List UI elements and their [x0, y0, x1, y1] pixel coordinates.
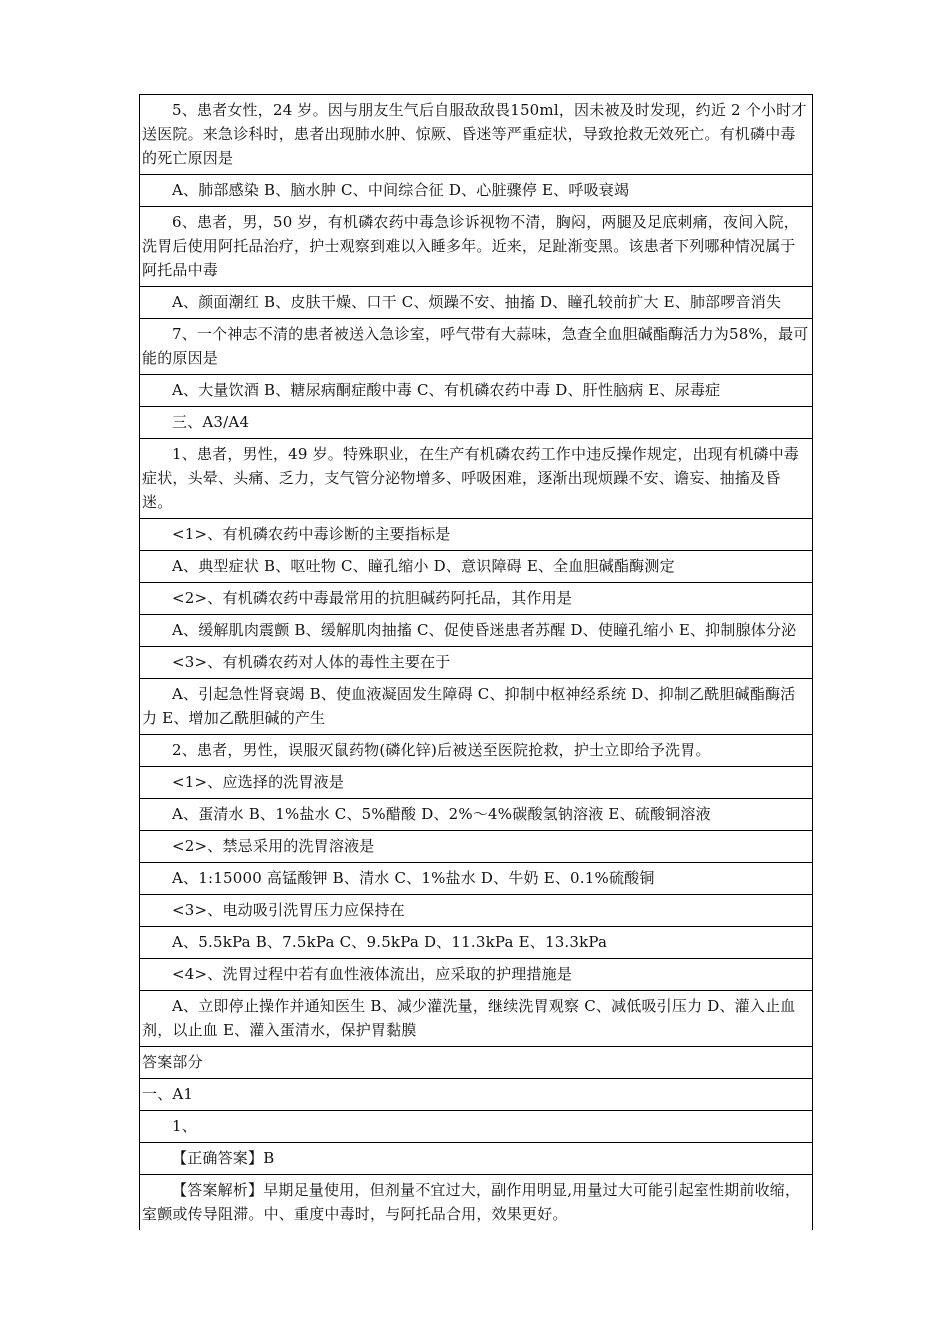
answer-item-1: 1、 [140, 1111, 812, 1143]
question-6: 6、患者，男，50 岁，有机磷农药中毒急诊诉视物不清，胸闷，两腿及足底刺痛，夜间入院，洗胃后使用阿托品治疗，护士观察到难以入睡多年。近来，足趾渐变黑。该患者下列哪种情况属于阿托品中毒 [140, 207, 812, 287]
section-heading-a3a4: 三、A3/A4 [140, 407, 812, 439]
answer-section-heading: 答案部分 [140, 1047, 812, 1079]
options-5: A、肺部感染 B、脑水肿 C、中间综合征 D、心脏骤停 E、呼吸衰竭 [140, 175, 812, 207]
answer-explanation: 【答案解析】早期足量使用，但剂量不宜过大，副作用明显,用量过大可能引起室性期前收缩，室颤或传导阻滞。中、重度中毒时，与阿托品合用，效果更好。 [142, 1181, 801, 1223]
case-2-subquestion-4: <4>、洗胃过程中若有血性液体流出，应采取的护理措施是 [140, 959, 812, 991]
case-2-subquestion-1: <1>、应选择的洗胃液是 [140, 767, 812, 799]
question-5: 5、患者女性，24 岁。因与朋友生气后自服敌敌畏150ml，因未被及时发现，约近 2 个小时才送医院。来急诊科时，患者出现肺水肿、惊厥、昏迷等严重症状，导致抢救无效死亡。有机磷中毒的死亡原因是 [140, 95, 812, 175]
case-1-subquestion-3: <3>、有机磷农药对人体的毒性主要在于 [140, 647, 812, 679]
case-1-options-1: A、典型症状 B、呕吐物 C、瞳孔缩小 D、意识障碍 E、全血胆碱酯酶测定 [140, 551, 812, 583]
case-2-options-1: A、蛋清水 B、1%盐水 C、5%醋酸 D、2%～4%碳酸氢钠溶液 E、硫酸铜溶液 [140, 799, 812, 831]
case-1-subquestion-2: <2>、有机磷农药中毒最常用的抗胆碱药阿托品，其作用是 [140, 583, 812, 615]
case-1-options-3: A、引起急性肾衰竭 B、使血液凝固发生障碍 C、抑制中枢神经系统 D、抑制乙酰胆碱酯酶活力 E、增加乙酰胆碱的产生 [140, 679, 812, 735]
answer-subsection-a1: 一、A1 [140, 1079, 812, 1111]
case-2-subquestion-2: <2>、禁忌采用的洗胃溶液是 [140, 831, 812, 863]
case-1-subquestion-1: <1>、有机磷农药中毒诊断的主要指标是 [140, 519, 812, 551]
case-2-subquestion-3: <3>、电动吸引洗胃压力应保持在 [140, 895, 812, 927]
case-1-options-2: A、缓解肌肉震颤 B、缓解肌肉抽搐 C、促使昏迷患者苏醒 D、使瞳孔缩小 E、抑制腺体分泌 [140, 615, 812, 647]
question-7: 7、一个神志不清的患者被送入急诊室，呼气带有大蒜味，急查全血胆碱酯酶活力为58%，最可能的原因是 [140, 319, 812, 375]
options-6: A、颜面潮红 B、皮肤干燥、口干 C、烦躁不安、抽搐 D、瞳孔较前扩大 E、肺部啰音消失 [140, 287, 812, 319]
question-table [139, 94, 813, 1230]
case-2-options-4: A、立即停止操作并通知医生 B、减少灌洗量，继续洗胃观察 C、减低吸引压力 D、灌入止血剂，以止血 E、灌入蛋清水，保护胃黏膜 [140, 991, 812, 1047]
case-2-options-3: A、5.5kPa B、7.5kPa C、9.5kPa D、11.3kPa E、13.3kPa [140, 927, 812, 959]
case-2-stem: 2、患者，男性，误服灭鼠药物(磷化锌)后被送至医院抢救，护士立即给予洗胃。 [140, 735, 812, 767]
case-2-options-2: A、1:15000 高锰酸钾 B、清水 C、1%盐水 D、牛奶 E、0.1%硫酸铜 [140, 863, 812, 895]
correct-answer: 【正确答案】B [140, 1143, 812, 1175]
case-1-stem: 1、患者，男性，49 岁。特殊职业，在生产有机磷农药工作中违反操作规定，出现有机磷中毒症状，头晕、头痛、乏力，支气管分泌物增多、呼吸困难，逐渐出现烦躁不安、谵妄、抽搐及昏迷。 [140, 439, 812, 519]
options-7: A、大量饮酒 B、糖尿病酮症酸中毒 C、有机磷农药中毒 D、肝性脑病 E、尿毒症 [140, 375, 812, 407]
